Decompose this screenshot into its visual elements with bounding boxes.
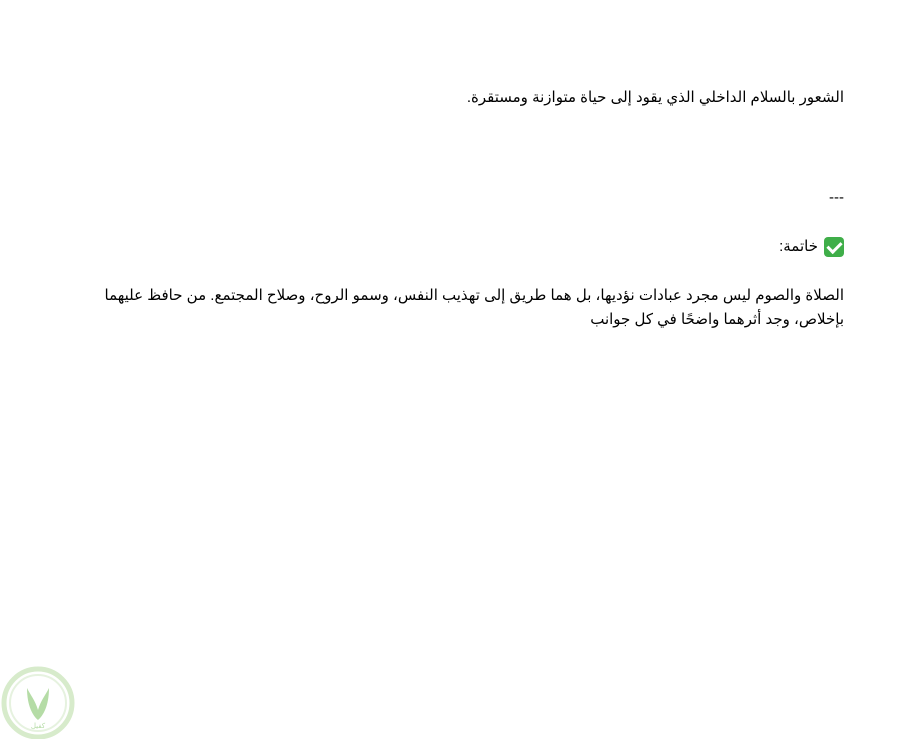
check-mark-button-icon [824,237,844,257]
intro-paragraph: الشعور بالسلام الداخلي الذي يقود إلى حياة متوازنة ومستقرة. [466,89,844,106]
conclusion-paragraph: الصلاة والصوم ليس مجرد عبادات نؤديها، بل هما طريق إلى تهذيب النفس، وسمو الروح، وصلاح المجتمع. من حافظ عليهما بإخلاص، وجد أثرهما واضحًا في كل جوانب [104,287,844,328]
conclusion-heading [444,235,844,259]
separator-line: --- [829,189,844,206]
conclusion-heading-text: خاتمة: [779,238,818,255]
kafeel-logo-watermark [0,666,76,739]
logo-text: كفيل [30,722,46,730]
